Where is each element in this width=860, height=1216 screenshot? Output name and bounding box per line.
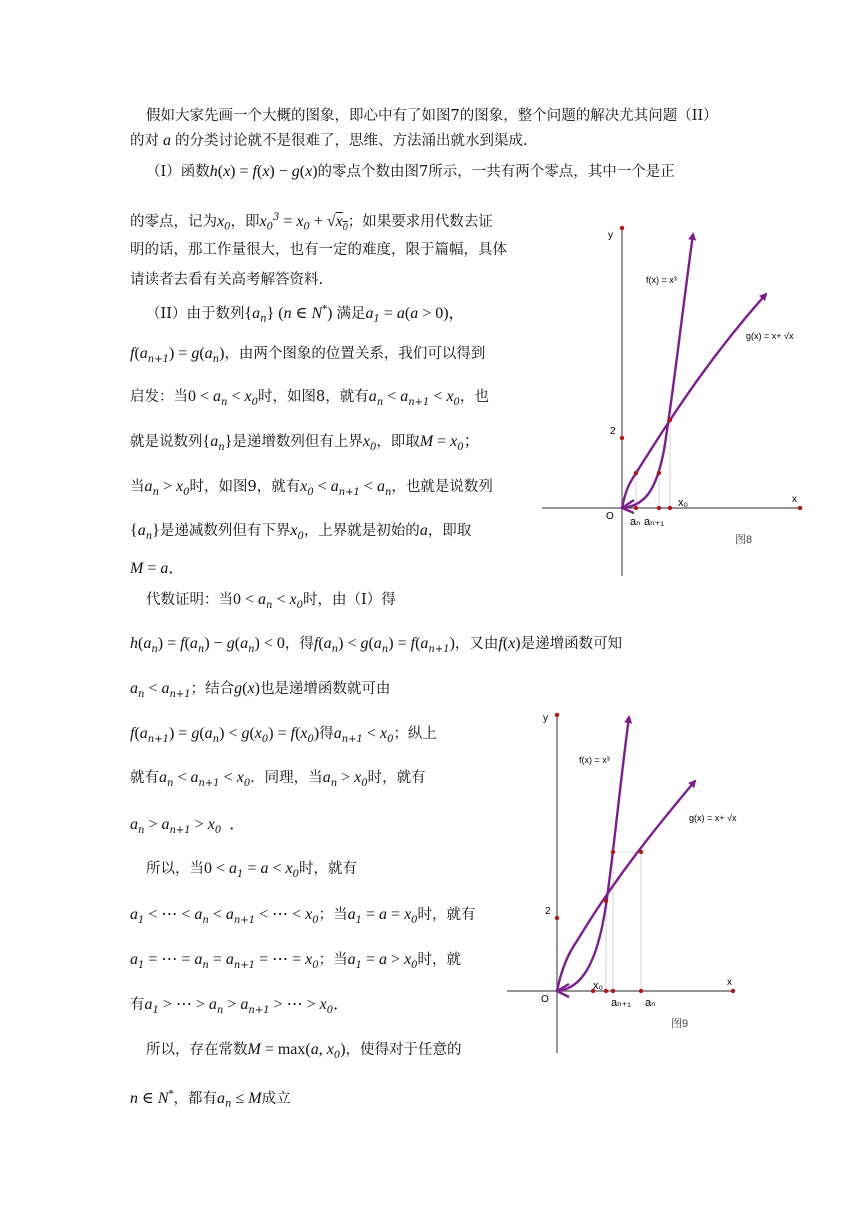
text: 所以，存在常数 (146, 1042, 248, 1058)
text: ，也 (459, 389, 489, 405)
text: （I）函数 (146, 164, 210, 180)
text-line: （I）函数h(x) = f(x) − g(x)的零点个数由图7所示，一共有两个零点，其中一个是正 (146, 163, 675, 180)
text: ，上界就是初始的 (303, 523, 420, 539)
text: 的分类讨论就不是很难了，思维、方法涌出就水到渠成. (175, 133, 528, 149)
text: ，即 (230, 213, 260, 230)
text-line: $a_n < a_{n+1}$；结合g(x)也是递增函数就可由 (130, 680, 391, 700)
text: ，也就是说数列 (391, 479, 493, 495)
text: 当 (130, 479, 145, 495)
text: 明的话，那工作量很大，也有一定的难度，限于篇幅，具体 (130, 242, 507, 258)
text: ；当 (318, 907, 348, 923)
text: ．同理，当 (250, 770, 323, 786)
text-line: 的对 a 的分类讨论就不是很难了，思维、方法涌出就水到渠成. (130, 132, 528, 149)
x0-label: x₀ (593, 980, 604, 992)
text: 满足 (336, 305, 366, 322)
text-line: 代数证明：当$0 < a_n < x_0$时，由（I）得 (146, 591, 396, 611)
an1-label: aₙ₊₁ (644, 516, 665, 528)
y-axis-label: y (608, 230, 613, 241)
tick-label-2: 2 (545, 906, 551, 917)
text: ，都有 (173, 1090, 218, 1107)
text: （II）由于数列 (146, 305, 245, 322)
text: ；纵上 (393, 726, 437, 742)
text: ，又由 (454, 636, 499, 652)
text-line: $a_1$ = ⋯ = $a_n = a_{n+1}$ = ⋯ = $x_0$；当$a_1 = a > x_0$时，就 (130, 951, 462, 971)
f-label: f(x) = x³ (646, 275, 677, 285)
text: ，使得对于任意的 (345, 1042, 462, 1058)
text-line: 有$a_1$ > ⋯ > $a_n > a_{n+1}$ > ⋯ > $x_0$． (130, 996, 350, 1016)
text: 是递增数列但有上界 (232, 434, 363, 450)
figure-caption: 图8 (735, 534, 753, 546)
text-line: 所以，当$0 < a_1 = a < x_0$时，就有 (146, 860, 357, 880)
text: 就有 (130, 770, 159, 786)
text: 假如大家先画一个大概的图象，即心中有了如图7的图象，整个问题的解决尤其问题（II） (146, 108, 718, 124)
figure-8 (538, 220, 808, 580)
text: ，即取 (376, 434, 420, 450)
an1-label: aₙ₊₁ (611, 997, 632, 1009)
text: 有 (130, 997, 145, 1013)
text: 的对 (130, 133, 159, 149)
text: 请读者去看有关高考解答资料. (130, 272, 324, 288)
text: ，由两个图象的位置关系，我们可以得到 (224, 346, 486, 362)
text-line: （II）由于数列$\{a_n\}$ (n ∈ N*) 满足$a_1 = a(a > 0)$， (146, 304, 465, 325)
text-line: 当$a_n > x_0$时，如图9，就有$x_0 < a_{n+1} < a_n$，也就是说数列 (130, 478, 493, 498)
y-axis-label: y (543, 713, 548, 724)
g-curve (622, 294, 766, 508)
text: ，得 (284, 636, 314, 652)
text: 得 (319, 726, 334, 742)
x-axis-label: x (727, 977, 732, 988)
tick-label-2: 2 (610, 426, 616, 437)
text: 启发：当 (130, 389, 188, 405)
text-line: $a_n > a_{n+1} > x_0$ ． (130, 816, 246, 836)
text-line: 的零点，记为$x_0$，即$x_0^3 = x_0 + √x_0$；如果要求用代数去证 (130, 212, 493, 234)
text-line (130, 270, 323, 290)
text-line: $h(a_n) = f(a_n) - g(a_n) < 0$，得$f(a_n) < g(a_n) = f(a_{n+1})$，又由f(x)是递增函数可知 (130, 635, 623, 655)
x0-label: x₀ (678, 497, 689, 509)
origin-label: O (541, 994, 549, 1005)
g-curve (557, 781, 695, 991)
g-label: g(x) = x+ √x (689, 813, 737, 823)
text: 时，如图8，就有 (258, 389, 369, 405)
g-label: g(x) = x+ √x (746, 331, 794, 341)
text: 时，就 (417, 952, 462, 968)
text-line (146, 106, 718, 126)
figure-9 (503, 705, 743, 1055)
text-line: $f(a_{n+1}) = g(a_n) < g(x_0) = f(x_0)$得$a_{n+1} < x_0$；纵上 (130, 725, 437, 745)
text: 所以，当 (146, 861, 204, 877)
figure-caption: 图9 (671, 1018, 689, 1030)
text: 代数证明：当 (146, 592, 233, 608)
text: 是递增函数可知 (520, 636, 623, 652)
text: 就是说数列 (130, 434, 203, 450)
x-axis-label: x (792, 494, 797, 505)
text: 成立 (261, 1090, 291, 1107)
text: ；结合 (190, 681, 235, 697)
text: ；当 (318, 952, 348, 968)
an-label: aₙ (645, 997, 656, 1009)
text-line: 就是说数列$\{a_n\}$是递增数列但有上界$x_0$，即取$M = x_0$； (130, 433, 480, 453)
text-line: $f(a_{n+1}) = g(a_n)$，由两个图象的位置关系，我们可以得到 (130, 345, 486, 365)
origin-label: O (606, 511, 614, 522)
text: 时，由（I）得 (303, 592, 396, 608)
text: 的零点个数由图7所示，一共有两个零点，其中一个是正 (317, 164, 675, 180)
text: ，即取 (427, 523, 472, 539)
text-line: 所以，存在常数M = max(a, $x_0$)，使得对于任意的 (146, 1041, 462, 1061)
text-line: M = a． (130, 560, 185, 577)
an-label: aₙ (630, 516, 641, 528)
text: 时，就有 (367, 770, 426, 786)
text: 时，就有 (298, 861, 357, 877)
f-label: f(x) = x³ (579, 755, 610, 765)
text: 是递减数列但有下界 (159, 523, 291, 539)
text: ；如果要求用代数去证 (347, 213, 493, 230)
text: 的零点，记为 (130, 213, 217, 230)
text-line: 启发：当$0 < a_n < x_0$时，如图8，就有$a_n < a_{n+1} < x_0$，也 (130, 388, 489, 408)
text-line: $\{a_n\}$是递减数列但有下界$x_0$，上界就是初始的a，即取 (130, 522, 472, 542)
text-line: n ∈ N*，都有$a_n \le M$成立 (130, 1089, 291, 1110)
text-line: 就有$a_n < a_{n+1} < x_0$．同理，当$a_n > x_0$时，就有 (130, 769, 426, 789)
text: 时，如图9，就有 (189, 479, 301, 495)
text: 也是递增函数就可由 (259, 681, 391, 697)
text-line: $a_1$ < ⋯ < $a_n < a_{n+1}$ < ⋯ < $x_0$；当$a_1 = a = x_0$时，就有 (130, 906, 476, 926)
text: 时，就有 (417, 907, 476, 923)
text-line (130, 240, 507, 260)
